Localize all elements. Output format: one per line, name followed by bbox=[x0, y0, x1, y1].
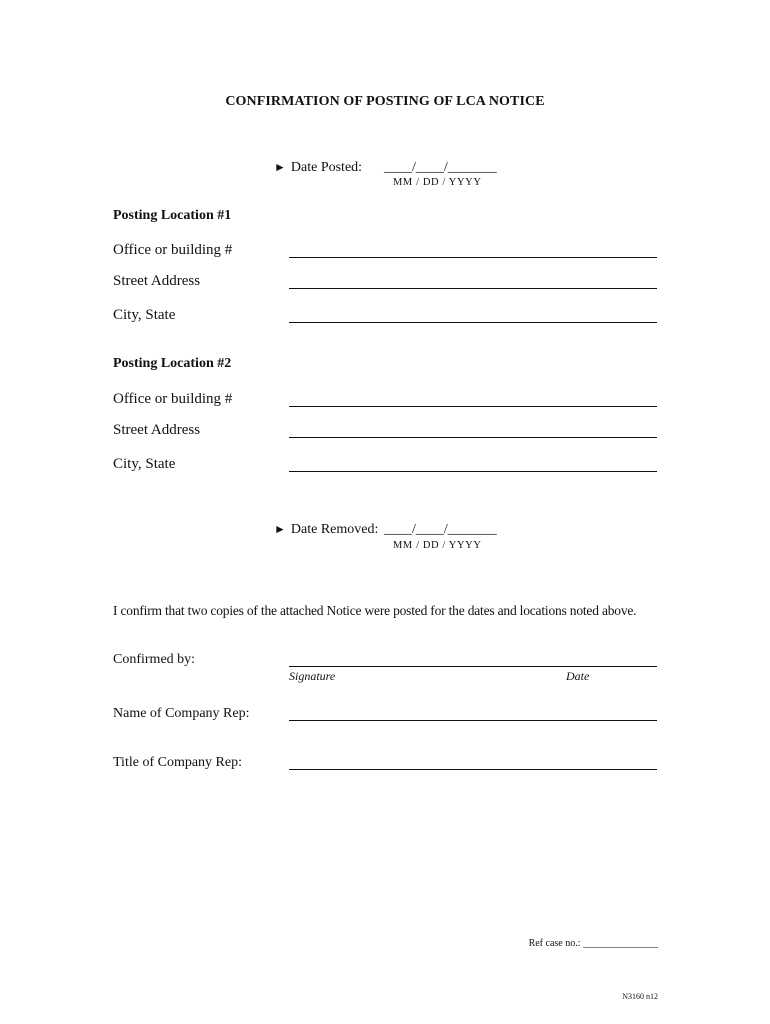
location-2-city-label: City, State bbox=[113, 456, 176, 472]
location-1-city-label: City, State bbox=[113, 307, 176, 323]
rep-title-field[interactable] bbox=[289, 769, 657, 770]
date-removed-format-hint: MM / DD / YYYY bbox=[393, 540, 482, 551]
posting-location-1-heading: Posting Location #1 bbox=[113, 208, 232, 223]
form-number: N3160 n12 bbox=[622, 992, 658, 1001]
form-title: CONFIRMATION OF POSTING OF LCA NOTICE bbox=[225, 94, 545, 109]
date-posted-format-hint: MM / DD / YYYY bbox=[393, 177, 482, 188]
date-caption: Date bbox=[566, 669, 590, 683]
date-posted-row bbox=[274, 160, 497, 176]
date-removed-label: Date Removed: bbox=[290, 522, 379, 537]
signature-date-field[interactable] bbox=[289, 666, 657, 667]
location-1-city-field[interactable] bbox=[289, 322, 657, 323]
location-2-street-field[interactable] bbox=[289, 437, 657, 438]
date-posted-label: Date Posted: bbox=[290, 160, 363, 175]
arrow-right-icon: ► bbox=[274, 522, 286, 536]
location-1-office-field[interactable] bbox=[289, 257, 657, 258]
date-removed-row bbox=[274, 522, 497, 538]
posting-location-2-heading: Posting Location #2 bbox=[113, 356, 232, 371]
date-removed-field[interactable]: ____/____/_______ bbox=[384, 522, 497, 537]
rep-title-label: Title of Company Rep: bbox=[113, 755, 242, 770]
rep-name-field[interactable] bbox=[289, 720, 657, 721]
location-2-office-label: Office or building # bbox=[113, 391, 233, 407]
confirmed-by-label: Confirmed by: bbox=[113, 652, 196, 667]
location-2-street-label: Street Address bbox=[113, 422, 201, 438]
arrow-right-icon: ► bbox=[274, 160, 286, 174]
location-1-street-field[interactable] bbox=[289, 288, 657, 289]
location-2-city-field[interactable] bbox=[289, 471, 657, 472]
confirmation-statement: I confirm that two copies of the attached Notice were posted for the dates and locations noted above. bbox=[113, 603, 637, 618]
location-2-office-field[interactable] bbox=[289, 406, 657, 407]
location-1-street-label: Street Address bbox=[113, 273, 201, 289]
rep-name-label: Name of Company Rep: bbox=[113, 706, 250, 721]
location-1-office-label: Office or building # bbox=[113, 242, 233, 258]
date-posted-field[interactable]: ____/____/_______ bbox=[384, 160, 497, 175]
ref-case-number: Ref case no.: _______________ bbox=[528, 938, 658, 949]
signature-caption: Signature bbox=[289, 669, 336, 683]
